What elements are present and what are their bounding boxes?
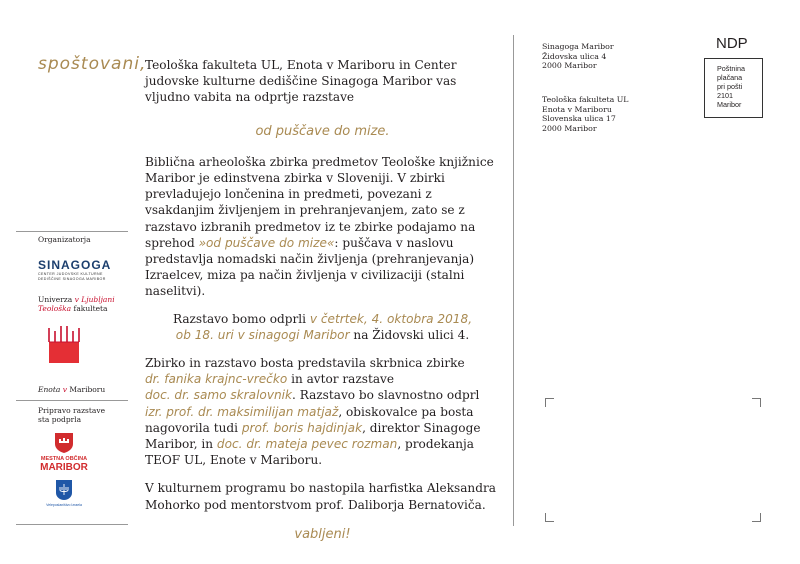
sinagoga-logo-text: SINAGOGA [38, 258, 112, 272]
postage-line-2: plačana [717, 73, 743, 82]
corner-mark-top-right [752, 398, 761, 407]
description-paragraph [145, 154, 500, 300]
greeting: spoštovani, [38, 54, 147, 74]
event-time-place: ob 18. uri v sinagogi Maribor [175, 327, 350, 342]
event-address: na Židovski ulici 4. [353, 327, 470, 342]
unit-text-v: v [62, 385, 67, 394]
event-date: v četrtek, 4. oktobra 2018, [309, 311, 473, 326]
main-text [145, 57, 500, 543]
sidebar-divider-top [16, 231, 128, 232]
description-text: Biblična arheološka zbirka predmetov Teološke knjižnice Maribor je edinstvena zbirka v Sloveniji. V zbirki prevladujejo lončenina in predmeti, povezani z vsakdanjim življenjem in prehranjevanjem, zato se z razstavo izbranih predmetov iz te zbirke podajamo na sprehod [145, 154, 494, 250]
speakers-text-2: in avtor razstave [291, 372, 395, 387]
intro-paragraph: Teološka fakulteta UL, Enota v Mariboru in Center judovske kulturne dediščine Sinagoga Maribor vas vljudno vabita na odprtje razstave [145, 58, 457, 105]
corner-mark-bottom-right [752, 513, 761, 522]
recipient-line-4: 2000 Maribor [542, 123, 597, 133]
description-highlight: »od puščave do mize« [198, 235, 335, 250]
support-label: Pripravo razstave sta podprla [38, 406, 106, 424]
uni-text-2: Ljubljani [81, 295, 115, 304]
unit-label [38, 385, 105, 394]
recipient-line-2: Enota v Mariboru [542, 104, 612, 114]
sidebar-divider-middle [16, 400, 128, 401]
uni-text-v: v [74, 295, 79, 304]
speakers-text-4: , obiskovalce pa bosta nagovorila tudi [145, 404, 474, 435]
speaker-name-3: izr. prof. dr. maksimilijan matjaž [145, 404, 339, 419]
sinagoga-logo-sub1: CENTER JUDOVSKE KULTURNE [38, 272, 103, 276]
recipient-line-1: Teološka fakulteta UL [542, 95, 629, 104]
speakers-paragraph [145, 355, 500, 468]
uni-text-1: Univerza [38, 295, 73, 304]
postage-line-1: Poštnina [717, 64, 745, 73]
israel-emblem-icon [55, 479, 73, 501]
recipient-address [542, 95, 628, 133]
mestna-obcina-maribor-logo [34, 456, 94, 473]
postage-line-5: Maribor [717, 100, 742, 109]
uni-text-3: Teološka [38, 304, 72, 313]
exhibition-title: od puščave do mize. [255, 123, 390, 139]
sender-line-2: Židovska ulica 4 [542, 51, 607, 61]
speakers-text-1: Zbirko in razstavo bosta predstavila skrbnica zbirke [145, 356, 465, 371]
corner-mark-top-left [545, 398, 554, 407]
speaker-name-2: doc. dr. samo skralovnik [145, 388, 293, 403]
university-label [38, 295, 115, 313]
postage-line-3: pri pošti [717, 82, 743, 91]
postcard-divider [513, 35, 514, 526]
event-intro: Razstavo bomo odprli [172, 311, 307, 326]
uni-text-4: fakulteta [73, 304, 108, 313]
sender-address [542, 42, 614, 71]
corner-mark-bottom-left [545, 513, 554, 522]
speaker-name-4: prof. boris hajdinjak [241, 420, 363, 435]
israel-caption: Veleposlaništvo Izraela [46, 503, 82, 507]
music-paragraph: V kulturnem programu bo nastopila harfistka Aleksandra Mohorko pod mentorstvom prof. Daliborja Bernatoviča. [145, 481, 496, 512]
event-details [145, 311, 500, 343]
sender-line-3: 2000 Maribor [542, 61, 597, 70]
postage-paid-text [717, 64, 745, 109]
teof-crest-icon [48, 322, 80, 364]
sidebar-divider-bottom [16, 524, 128, 525]
sender-line-1: Sinagoga Maribor [542, 42, 614, 51]
unit-text-1: Enota [38, 385, 61, 394]
ndp-label: NDP [716, 35, 748, 52]
speakers-text-3: . Razstavo bo slavnostno odprl [292, 388, 480, 403]
organizers-label: Organizatorja [38, 235, 91, 244]
speakers-text-5: , direktor Sinagoge Maribor, in [145, 420, 481, 452]
sinagoga-logo [38, 258, 111, 282]
postage-paid-box [704, 58, 763, 118]
speaker-name-5: doc. dr. mateja pevec rozman [216, 437, 398, 452]
mestna-line-1: MESTNA OBČINA [40, 456, 88, 462]
speakers-text-6: , prodekanja TEOF UL, Enote v Mariboru. [145, 437, 475, 468]
postage-line-4: 2101 [717, 91, 733, 100]
description-text-end: : puščava v naslovu predstavlja nomadski način življenja (prehranjevanja) Izraelcev, miza pa način življenja v civilizaciji (stalni naselitvi). [145, 235, 475, 299]
sinagoga-logo-sub2: DEDIŠČINE SINAGOGA MARIBOR [38, 277, 106, 281]
closing: vabljeni! [294, 526, 351, 542]
mestna-line-2: MARIBOR [40, 462, 88, 473]
recipient-line-3: Slovenska ulica 17 [542, 114, 616, 123]
speaker-name-1: dr. fanika krajnc-vrečko [145, 372, 288, 387]
unit-text-2: Mariboru [69, 385, 106, 394]
maribor-coat-of-arms-icon [54, 432, 74, 454]
